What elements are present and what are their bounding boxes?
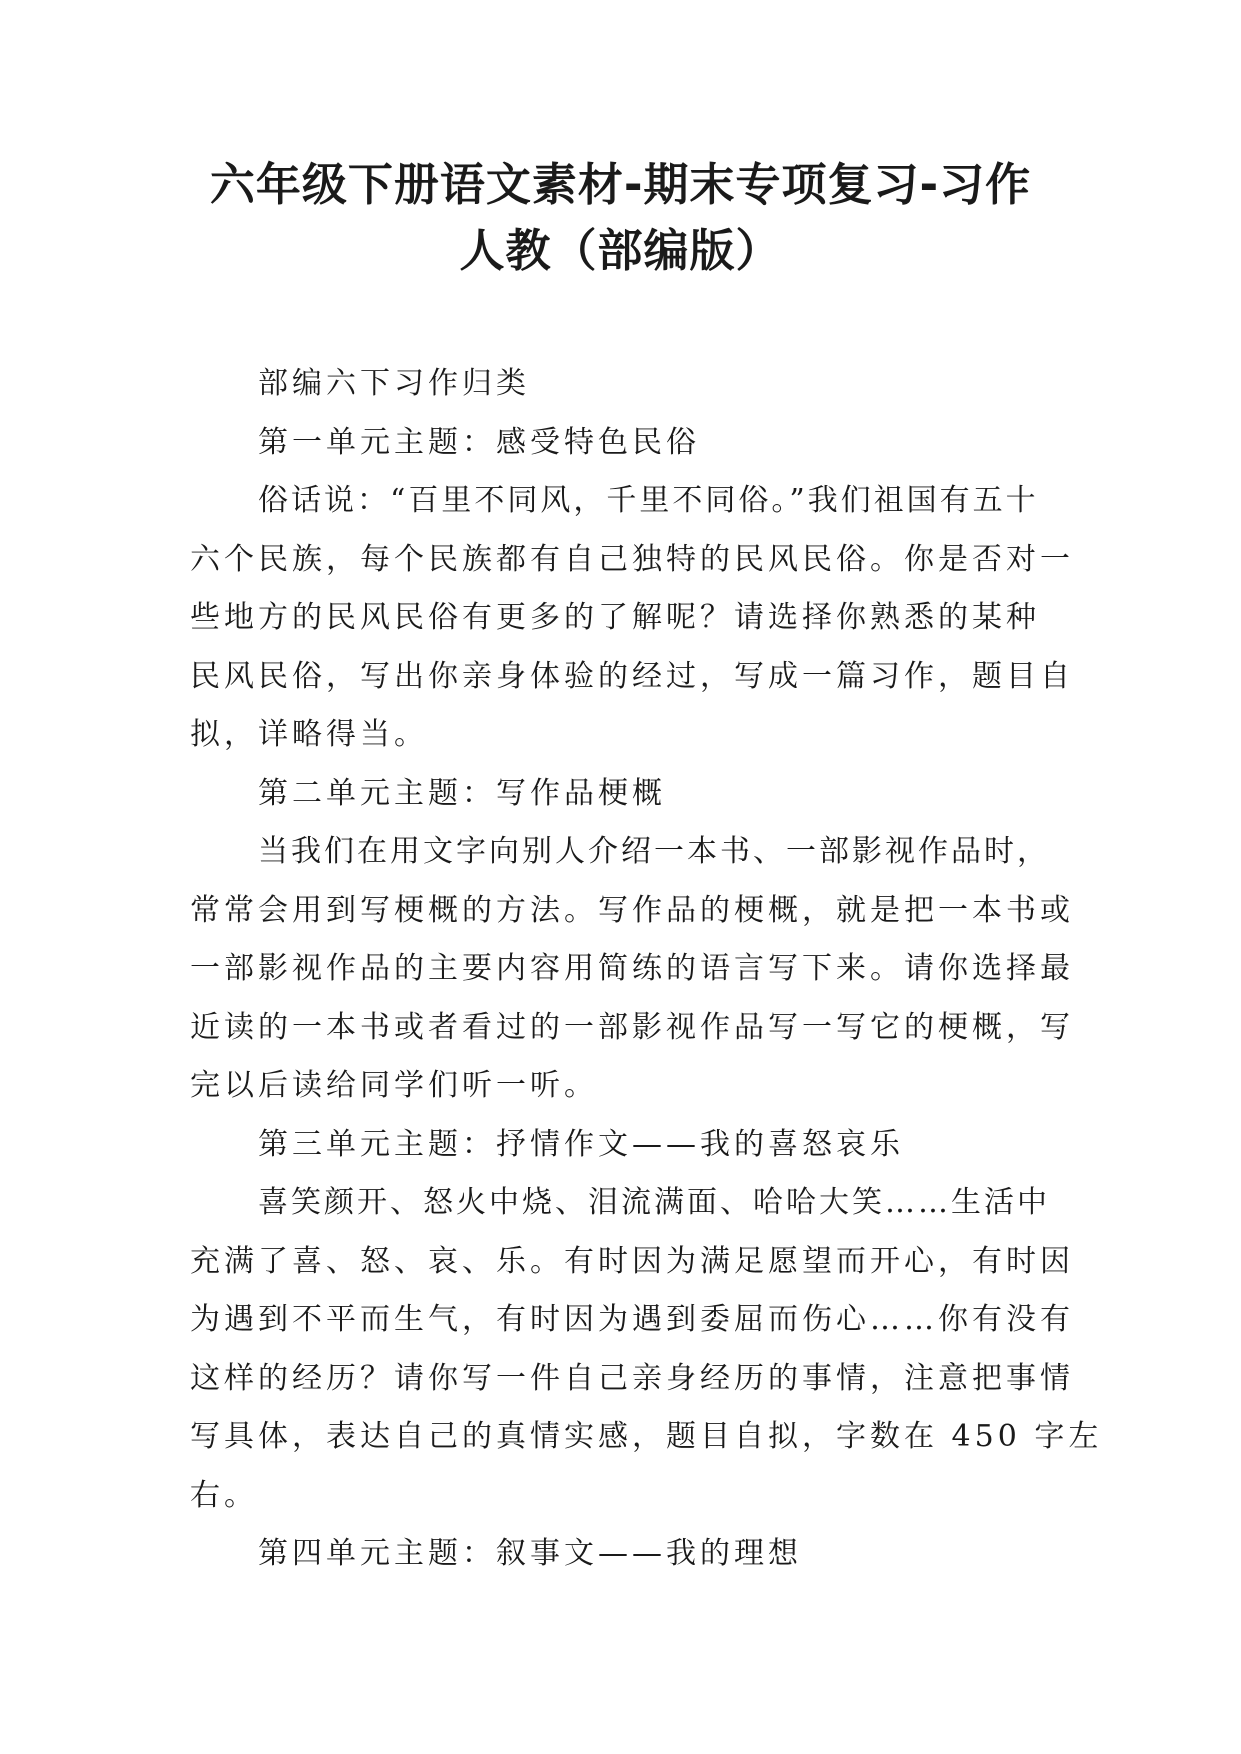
unit-3-paragraph-line: 充满了喜、怒、哀、乐。有时因为满足愿望而开心，有时因 (190, 1243, 1074, 1279)
unit-2-paragraph-line: 常常会用到写梗概的方法。写作品的梗概，就是把一本书或 (190, 892, 1074, 928)
unit-1-paragraph-line: 俗话说：“百里不同风，千里不同俗。”我们祖国有五十 (258, 483, 1039, 518)
unit-1-paragraph-line: 六个民族，每个民族都有自己独特的民风民俗。你是否对一 (190, 541, 1074, 577)
document-title (0, 152, 1241, 284)
unit-3-paragraph-line: 右。 (190, 1477, 258, 1513)
unit-1-paragraph-line: 些地方的民风民俗有更多的了解呢？请选择你熟悉的某种 (190, 600, 1040, 635)
unit-3-paragraph-line: 这样的经历？请你写一件自己亲身经历的事情，注意把事情 (190, 1360, 1074, 1396)
section-heading: 部编六下习作归类 (258, 366, 530, 401)
unit-2-paragraph-line: 一部影视作品的主要内容用简练的语言写下来。请你选择最 (190, 951, 1074, 986)
unit-3-paragraph-line: 写具体，表达自己的真情实感，题目自拟，字数在 450 字左 (190, 1419, 1103, 1454)
unit-3-heading: 第三单元主题：抒情作文——我的喜怒哀乐 (258, 1126, 904, 1162)
unit-1-paragraph-line: 拟，详略得当。 (190, 717, 428, 752)
title-line-2: 人教（部编版） (459, 224, 782, 277)
unit-2-heading: 第二单元主题：写作品梗概 (258, 775, 666, 811)
unit-3-paragraph-line: 为遇到不平而生气，有时因为遇到委屈而伤心……你有没有 (190, 1302, 1074, 1337)
unit-1-paragraph-line: 民风民俗，写出你亲身体验的经过，写成一篇习作，题目自 (190, 658, 1074, 694)
unit-3-paragraph-line: 喜笑颜开、怒火中烧、泪流满面、哈哈大笑……生活中 (258, 1185, 1050, 1220)
unit-2-paragraph-line: 当我们在用文字向别人介绍一本书、一部影视作品时， (258, 834, 1050, 869)
unit-2-paragraph-line: 完以后读给同学们听一听。 (190, 1068, 598, 1103)
title-line-1: 六年级下册语文素材-期末专项复习-习作 (209, 158, 1032, 211)
unit-4-heading: 第四单元主题：叙事文——我的理想 (258, 1536, 802, 1571)
unit-2-paragraph-line: 近读的一本书或者看过的一部影视作品写一写它的梗概，写 (190, 1009, 1074, 1045)
document-body (190, 355, 1103, 1584)
unit-1-heading: 第一单元主题：感受特色民俗 (258, 424, 700, 460)
